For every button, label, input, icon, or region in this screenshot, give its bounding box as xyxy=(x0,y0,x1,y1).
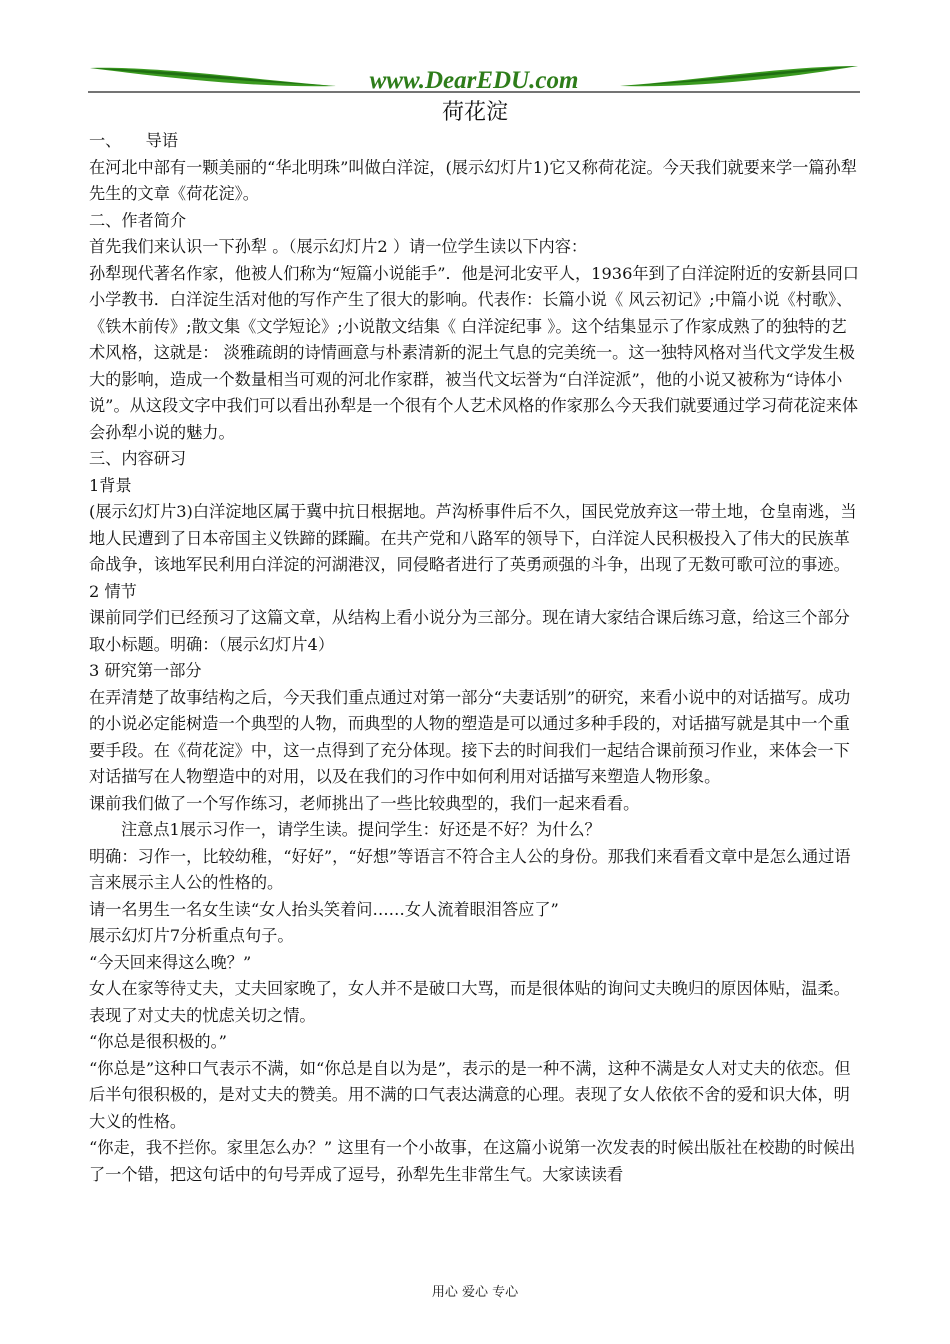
paragraph: 展示幻灯片7分析重点句子。 xyxy=(89,926,294,945)
paragraph: 请一名男生一名女生读“女人抬头笑着问……女人流着眼泪答应了” xyxy=(89,899,559,919)
page-footer: 用心 爱心 专心 xyxy=(431,1285,519,1300)
document-title: 荷花淀 xyxy=(441,100,508,125)
subheading-part-one: 3 研究第一部分 xyxy=(89,661,202,680)
paragraph: 注意点1展示习作一，请学生读。提问学生：好还是不好？为什么？ xyxy=(121,820,601,839)
paragraph: 在弄清楚了故事结构之后，今天我们重点通过对第一部分“夫妻话别”的研究，来看小说中的对话描写。成功的小说必定能树造一个典型的人物，而典型的人物的塑造是可以通过多种手段的，对话描写就是其中一个重要手段。在《荷花淀》中，这一点得到了充分体现。接下去的时间我们一起结合课前预习作业，来体会一下对话描写在人物塑造中的对用，以及在我们的习作中如何利用对话描写来塑造人物形象。 xyxy=(89,687,851,786)
paragraph: 女人在家等待丈夫，丈夫回家晚了，女人并不是破口大骂，而是很体贴的询问丈夫晚归的原因体贴，温柔。表现了对丈夫的忧虑关切之情。 xyxy=(89,979,850,1025)
section-heading-author: 二、作者简介 xyxy=(89,210,187,230)
subheading-background: 1背景 xyxy=(89,475,132,495)
subheading-plot: 2 情节 xyxy=(89,581,137,601)
section-heading-content: 三、内容研习 xyxy=(89,449,187,468)
paragraph: 在河北中部有一颗美丽的“华北明珠”叫做白洋淀，(展示幻灯片1)它又称荷花淀。今天我们就要来学一篇孙犁先生的文章《荷花淀》。 xyxy=(89,157,857,203)
site-logo-text: www.DearEDU.com xyxy=(369,67,579,94)
quote-line: “今天回来得这么晚？” xyxy=(89,952,252,972)
quote-line: “你总是很积极的。” xyxy=(89,1032,227,1051)
header-banner xyxy=(88,56,860,96)
paragraph: “你总是”这种口气表示不满，如“你总是自以为是”，表示的是一种不满，这种不满是女人对丈夫的依恋。但后半句很积极的，是对丈夫的赞美。用不满的口气表达满意的心理。表现了女人依依不舍的爱和识大体，明大义的性格。 xyxy=(89,1058,851,1131)
paragraph: (展示幻灯片3)白洋淀地区属于冀中抗日根据地。芦沟桥事件后不久，国民党放弃这一带土地，仓皇南逃，当地人民遭到了日本帝国主义铁蹄的蹂躏。在共产党和八路军的领导下，白洋淀人民积极投入了伟大的民族革命战争，该地军民利用白洋淀的河湖港汊，同侵略者进行了英勇顽强的斗争，出现了无数可歌可泣的事迹。 xyxy=(89,502,857,574)
paragraph: 首先我们来认识一下孙犁 。（展示幻灯片2 ）请一位学生读以下内容： xyxy=(89,237,588,256)
paragraph: 孙犁现代著名作家，他被人们称为“短篇小说能手”．他是河北安平人，1936年到了白洋淀附近的安新县同口小学教书．白洋淀生活对他的写作产生了很大的影响。代表作：长篇小说《 风云初记》;中篇小说《村歌》、《铁木前传》;散文集《文学短论》;小说散文结集《 白洋淀纪事 》。这个结集显示了作家成熟了的独特的艺术风格，这就是： 淡雅疏朗的诗情画意与朴素清新的泥土气息的完美统一。这一独特风格对当代文学发生极大的影响，造成一个数量相当可观的河北作家群，被当代文坛誉为“白洋淀派”，他的小说又被称为“诗体小说”。从这段文字中我们可以看出孙犁是一个很有个人艺术风格的作家那么今天我们就要通过学习荷花淀来体会孙犁小说的魅力。 xyxy=(89,263,859,442)
paragraph: 明确：习作一，比较幼稚，“好好”，“好想”等语言不符合主人公的身份。那我们来看看文章中是怎么通过语言来展示主人公的性格的。 xyxy=(89,846,851,892)
paragraph: “你走，我不拦你。家里怎么办？” 这里有一个小故事，在这篇小说第一次发表的时候出版社在校勘的时候出了一个错，把这句话中的句号弄成了逗号，孙犁先生非常生气。大家读读看 xyxy=(89,1138,856,1184)
section-heading-intro: 一、 导语 xyxy=(89,131,179,150)
banner-logo xyxy=(88,56,860,96)
document-body xyxy=(89,128,860,1188)
paragraph: 课前我们做了一个写作练习，老师挑出了一些比较典型的，我们一起来看看。 xyxy=(89,793,640,813)
paragraph: 课前同学们已经预习了这篇文章，从结构上看小说分为三部分。现在请大家结合课后练习意，给这三个部分取小标题。明确：（展示幻灯片4） xyxy=(89,608,850,654)
